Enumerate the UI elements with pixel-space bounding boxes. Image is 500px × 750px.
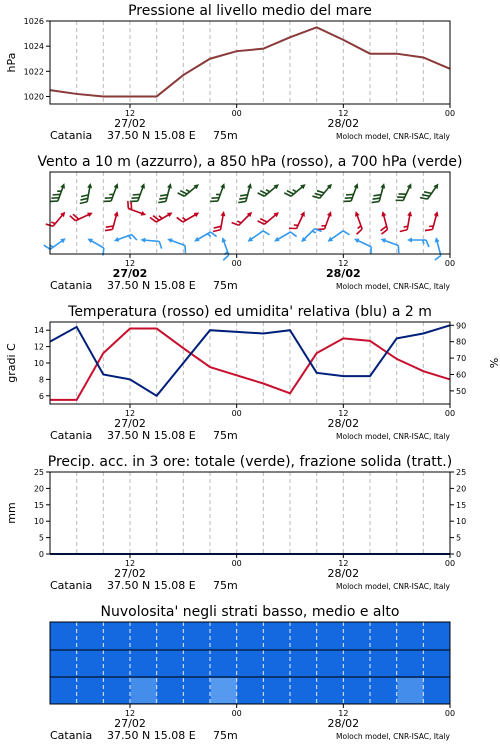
footer-model: Moloch model, CNR-ISAC, Italy [336, 582, 450, 591]
footer-location: Catania [50, 429, 93, 442]
x-tick-label: 12 [124, 259, 136, 268]
y-tick-label: 5 [38, 533, 44, 543]
footer-coords: 37.50 N 15.08 E [107, 429, 196, 442]
pressure-panel-title: Pressione al livello medio del mare [128, 3, 372, 19]
y-tick-label-right: 25 [456, 468, 467, 477]
temperature-panel-title: Temperatura (rosso) ed umidita' relativa (blu) a 2 m [68, 304, 432, 320]
y-tick-label: 12 [33, 342, 44, 352]
date-label: 28/02 [327, 567, 360, 580]
date-label: 27/02 [114, 567, 146, 580]
x-tick-label: 12 [124, 409, 136, 418]
footer-location: Catania [50, 279, 93, 292]
footer-elevation: 75m [213, 429, 238, 442]
x-tick-label: 00 [231, 109, 242, 118]
y-tick-label-right: 0 [456, 550, 462, 559]
cloud-cell [131, 678, 157, 703]
footer-model: Moloch model, CNR-ISAC, Italy [336, 432, 450, 441]
y-tick-label: 1020 [23, 92, 44, 102]
x-tick-label: 12 [338, 109, 349, 118]
cloud-plot-area [50, 622, 450, 704]
y-tick-label: 10 [33, 359, 44, 368]
precip-panel-title: Precip. acc. in 3 ore: totale (verde), frazione solida (tratt.) [47, 454, 453, 470]
pressure-panel-plot-area [50, 21, 450, 104]
y-tick-label-right: 10 [456, 517, 467, 527]
x-tick-label: 00 [231, 559, 242, 568]
temperature-panel [5, 304, 500, 442]
humidity-ylabel: % [487, 357, 500, 369]
precip-panel [5, 454, 466, 592]
temperature-ylabel: gradi C [5, 343, 18, 383]
wind-panel-title: Vento a 10 m (azzurro), a 850 hPa (rosso), a 700 hPa (verde) [37, 154, 463, 170]
temperature-panel-plot-area [50, 322, 450, 404]
pressure-ylabel: hPa [5, 52, 18, 73]
cloud-cell [397, 678, 423, 703]
y-tick-label: 6 [38, 391, 44, 401]
footer-coords: 37.50 N 15.08 E [107, 279, 196, 292]
y-tick-label: 10 [33, 517, 44, 527]
x-tick-label: 00 [231, 409, 242, 418]
date-label: 27/02 [114, 717, 146, 730]
date-label: 27/02 [112, 267, 148, 280]
date-label: 28/02 [327, 117, 360, 130]
footer-model: Moloch model, CNR-ISAC, Italy [336, 282, 450, 291]
footer-coords: 37.50 N 15.08 E [107, 129, 196, 142]
footer-model: Moloch model, CNR-ISAC, Italy [336, 732, 450, 741]
y-tick-label-right: 60 [456, 370, 467, 380]
y-tick-label-right: 15 [456, 500, 467, 510]
x-tick-label: 12 [338, 259, 349, 268]
date-label: 28/02 [327, 717, 360, 730]
y-tick-label-right: 50 [456, 386, 467, 396]
y-tick-label: 8 [38, 375, 44, 385]
cloud-panel-title: Nuvolosita' negli strati basso, medio e alto [100, 604, 400, 620]
y-tick-label: 15 [33, 500, 44, 510]
date-label: 28/02 [326, 267, 361, 280]
footer-elevation: 75m [213, 279, 238, 292]
x-tick-label: 00 [444, 259, 456, 268]
y-tick-label-right: 5 [456, 533, 462, 543]
x-tick-label: 00 [444, 409, 456, 418]
x-tick-label: 00 [231, 259, 242, 268]
barb-flag [44, 243, 50, 250]
date-label: 28/02 [327, 417, 360, 430]
x-tick-label: 12 [338, 409, 349, 418]
x-tick-label: 00 [444, 109, 456, 118]
y-tick-label: 25 [33, 468, 44, 477]
x-tick-label: 12 [124, 559, 136, 568]
cloud-cell [211, 678, 237, 703]
precip-panel-plot-area [50, 472, 450, 554]
y-tick-label-right: 80 [456, 337, 467, 347]
barb-flag [434, 255, 442, 260]
footer-elevation: 75m [213, 729, 238, 742]
x-tick-label: 12 [338, 559, 349, 568]
y-tick-label: 0 [38, 550, 44, 559]
y-tick-label: 1026 [23, 17, 44, 26]
footer-coords: 37.50 N 15.08 E [107, 729, 196, 742]
x-tick-label: 12 [124, 709, 136, 718]
date-label: 27/02 [114, 417, 146, 430]
footer-location: Catania [50, 579, 93, 592]
y-tick-label: 20 [33, 484, 44, 494]
cloud-panel [50, 604, 455, 742]
pressure-panel [5, 3, 455, 142]
precip-ylabel: mm [5, 502, 18, 524]
y-tick-label: 1022 [23, 67, 44, 77]
x-tick-label: 00 [444, 559, 456, 568]
x-tick-label: 00 [444, 709, 456, 718]
footer-model: Moloch model, CNR-ISAC, Italy [336, 132, 450, 141]
footer-location: Catania [50, 729, 93, 742]
y-tick-label: 14 [33, 326, 44, 336]
y-tick-label-right: 70 [456, 354, 467, 364]
x-tick-label: 00 [231, 709, 242, 718]
footer-elevation: 75m [213, 579, 238, 592]
y-tick-label: 1024 [23, 42, 44, 52]
y-tick-label-right: 20 [456, 484, 467, 494]
barb-flag [222, 255, 230, 260]
x-tick-label: 12 [338, 709, 349, 718]
footer-location: Catania [50, 129, 93, 142]
y-tick-label-right: 90 [456, 321, 467, 331]
date-label: 27/02 [114, 117, 146, 130]
footer-coords: 37.50 N 15.08 E [107, 579, 196, 592]
footer-elevation: 75m [213, 129, 238, 142]
wind-panel [37, 154, 462, 292]
x-tick-label: 12 [124, 109, 136, 118]
